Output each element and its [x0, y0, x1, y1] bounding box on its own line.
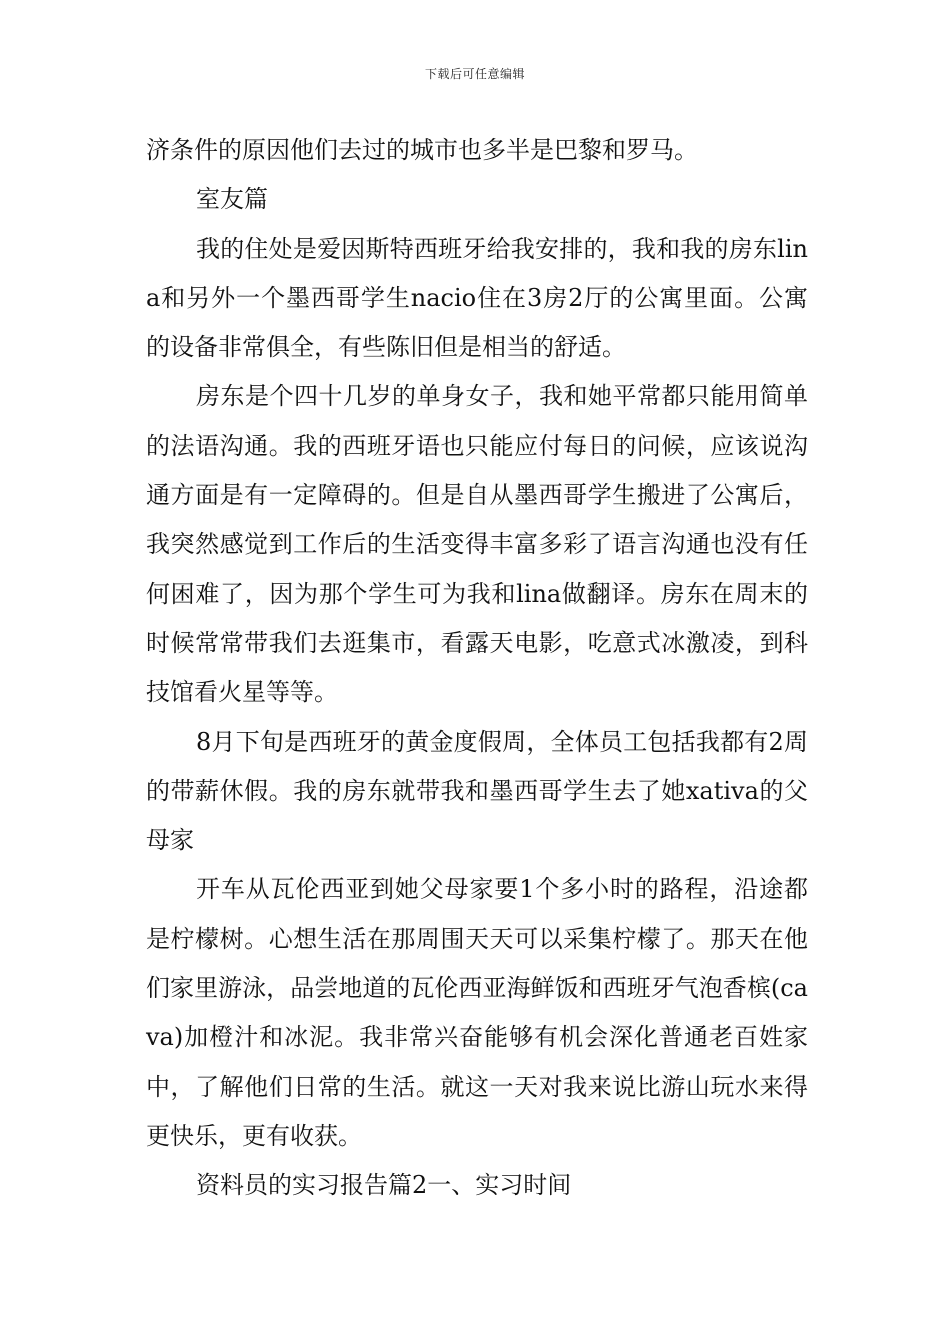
section-heading-report: 资料员的实习报告篇2一、实习时间 [196, 1171, 572, 1200]
paragraph-holiday: 8月下旬是西班牙的黄金度假周，全体员工包括我都有2周的带薪休假。我的房东就带我和墨西哥学生去了她xativa的父母家 [146, 727, 808, 855]
paragraph-landlord: 房东是个四十几岁的单身女子，我和她平常都只能用简单的法语沟通。我的西班牙语也只能应付每日的问候，应该说沟通方面是有一定障碍的。但是自从墨西哥学生搬进了公寓后，我突然感觉到工作后的生活变得丰富多彩了语言沟通也没有任何困难了，因为那个学生可为我和lina做翻译。房东在周末的时候常常带我们去逛集市，看露天电影，吃意式冰激凌，到科技馆看火星等等。 [146, 382, 808, 707]
document-body [146, 126, 808, 1211]
paragraph-continuation: 济条件的原因他们去过的城市也多半是巴黎和罗马。 [146, 136, 698, 164]
page-header: 下载后可任意编辑 [424, 67, 525, 81]
paragraph-residence: 我的住处是爱因斯特西班牙给我安排的，我和我的房东lina和另外一个墨西哥学生nacio住在3房2厅的公寓里面。公寓的设备非常俱全，有些陈旧但是相当的舒适。 [146, 234, 808, 362]
section-heading-roommates: 室友篇 [196, 185, 268, 214]
paragraph-trip: 开车从瓦伦西亚到她父母家要1个多小时的路程，沿途都是柠檬树。心想生活在那周围天天可以采集柠檬了。那天在他们家里游泳，品尝地道的瓦伦西亚海鲜饭和西班牙气泡香槟(cava)加橙汁和冰泥。我非常兴奋能够有机会深化普通老百姓家中，了解他们日常的生活。就这一天对我来说比游山玩水来得更快乐，更有收获。 [146, 875, 808, 1150]
